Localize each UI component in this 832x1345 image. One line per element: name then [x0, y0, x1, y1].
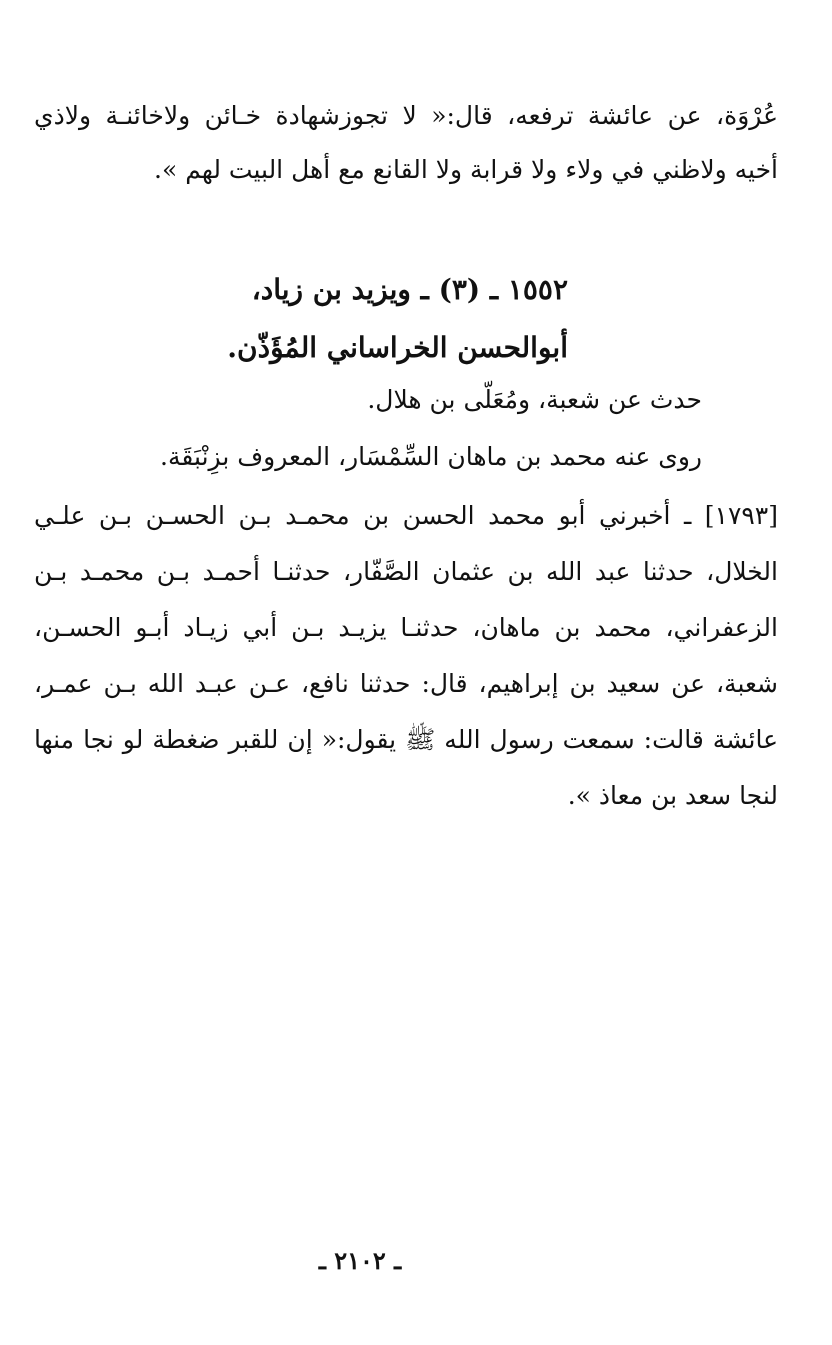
entry-info-line-2: روى عنه محمد بن ماهان السِّمْسَار، المعروف بزِنْبَقَة.	[160, 442, 702, 471]
entry-heading-subtitle: أبوالحسن الخراساني المُؤَذّن.	[227, 331, 568, 364]
hadith-line-1: [١٧٩٣] ـ أخبرني أبو محمد الحسن بن محمـد بـن الحسـن بـن علـي	[34, 501, 778, 530]
hadith-line-6: لنجا سعد بن معاذ ».	[567, 781, 778, 810]
page-number: ـ ٢١٠٢ ـ	[318, 1246, 402, 1275]
entry-info-line-1: حدث عن شعبة، ومُعَلّى بن هلال.	[367, 385, 702, 414]
hadith-line-5: عائشة قالت: سمعت رسول الله ﷺ يقول:« إن للقبر ضغطة لو نجا منها	[34, 725, 778, 754]
hadith-line-4: شعبة، عن سعيد بن إبراهيم، قال: حدثنا نافع، عـن عبـد الله بـن عمـر،	[34, 669, 778, 698]
hadith-line-3: الزعفراني، محمد بن ماهان، حدثنـا يزيـد بـن أبي زيـاد أبـو الحسـن،	[34, 613, 778, 642]
top-paragraph-line-2: أخيه ولاظني في ولاء ولا قرابة ولا القانع مع أهل البيت لهم ».	[154, 155, 778, 184]
top-paragraph-line-1: عُرْوَة، عن عائشة ترفعه، قال:« لا تجوزشهادة خـائن ولاخائنـة ولاذي	[34, 101, 778, 130]
hadith-line-2: الخلال، حدثنا عبد الله بن عثمان الصَّفّار، حدثنـا أحمـد بـن محمـد بـن	[34, 557, 778, 586]
entry-heading-title: ١٥٥٢ ـ (٣) ـ ويزيد بن زياد،	[251, 273, 568, 306]
